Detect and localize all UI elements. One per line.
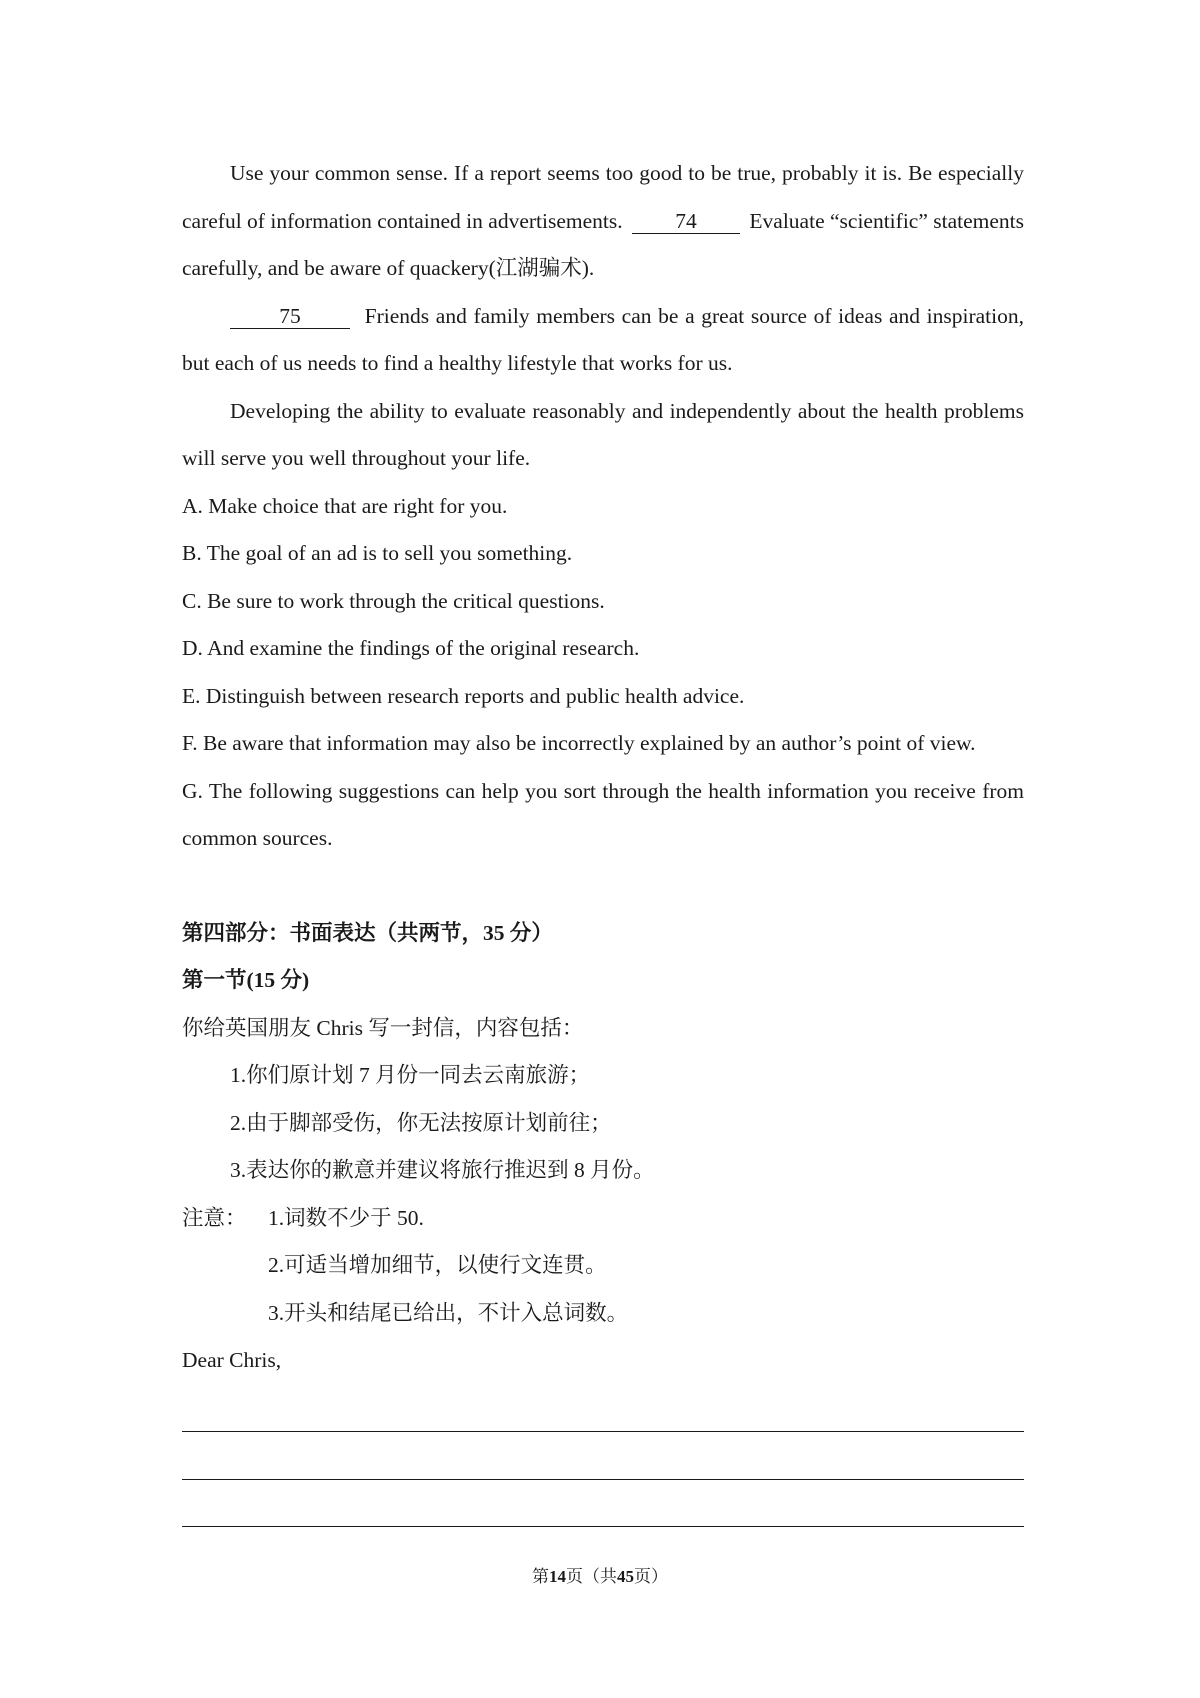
task-item: 3.表达你的歉意并建议将旅行推迟到 8 月份。 [230, 1158, 655, 1182]
option-f: F. Be aware that information may also be incorrectly explained by an author’s point of view. [182, 731, 976, 755]
total-pages: 45 [617, 1567, 634, 1586]
passage-text: Use your common sense. If a report seems too good to be true, probably it is. Be especially careful of information contained in advertisements. [182, 161, 1024, 233]
option-c: C. Be sure to work through the critical questions. [182, 588, 605, 613]
option-b: B. The goal of an ad is to sell you something. [182, 541, 573, 565]
task-item: 1.你们原计划 7 月份一同去云南旅游； [230, 1063, 591, 1087]
footer-prefix: 第 [532, 1567, 549, 1586]
passage-paragraph-2 [182, 293, 1024, 388]
passage-paragraph-1 [182, 150, 1024, 293]
passage-text: Evaluate “scientific” statements carefully, and be aware of quackery(江湖骗术). [182, 208, 1025, 280]
page-footer [0, 1562, 1200, 1587]
option-e: E. Distinguish between research reports and public health advice. [182, 683, 745, 708]
section-heading: 第一节(15 分) [182, 968, 310, 992]
answer-line[interactable] [182, 1480, 1024, 1528]
note-item: 3.开头和结尾已给出，不计入总词数。 [268, 1300, 629, 1325]
footer-suffix: 页） [634, 1567, 668, 1586]
option-d: D. And examine the findings of the original research. [182, 636, 640, 660]
notes-row [182, 1195, 1024, 1243]
blank-74: 74 [632, 209, 740, 234]
option-g: G. The following suggestions can help you sort through the health information you receive from common sources. [182, 778, 1024, 850]
blank-75: 75 [230, 304, 350, 329]
salutation: Dear Chris, [182, 1348, 282, 1372]
task-item: 2.由于脚部受伤，你无法按原计划前往； [230, 1110, 612, 1135]
answer-line[interactable] [182, 1432, 1024, 1480]
option-a: A. Make choice that are right for you. [182, 493, 508, 518]
passage-text: Friends and family members can be a great source of ideas and inspiration, but each of us needs to find a healthy lifestyle that works for us. [182, 303, 1024, 375]
spacer [182, 863, 1024, 910]
passage-paragraph-3: Developing the ability to evaluate reasonably and independently about the health problems will serve you well throughout your life. [182, 398, 1024, 470]
writing-instruction: 你给英国朋友 Chris 写一封信，内容包括： [182, 1015, 584, 1040]
notes-label: 注意： [182, 1205, 247, 1230]
page-number: 14 [549, 1567, 566, 1586]
note-item: 1.词数不少于 50. [268, 1205, 424, 1230]
footer-middle: 页（共 [566, 1567, 617, 1586]
note-item: 2.可适当增加细节，以使行文连贯。 [268, 1253, 607, 1277]
part-heading: 第四部分：书面表达（共两节，35 分） [182, 920, 553, 945]
page-content [182, 150, 1024, 1527]
answer-line[interactable] [182, 1385, 1024, 1433]
